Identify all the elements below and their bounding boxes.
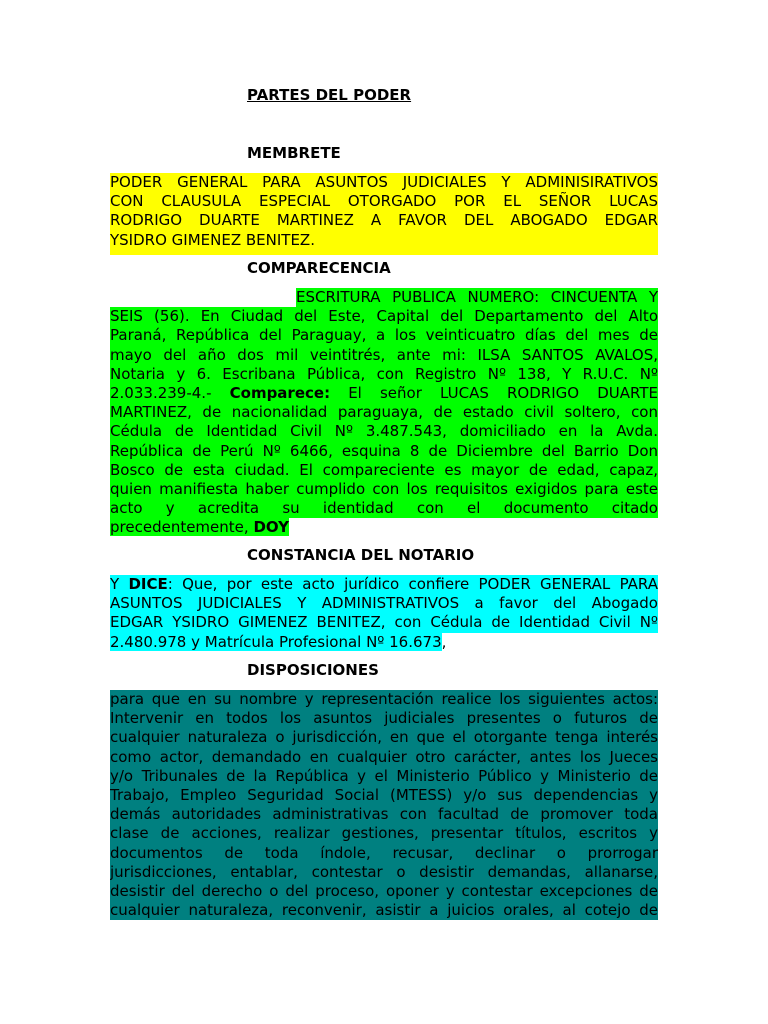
membrete-line: YSIDRO GIMENEZ BENITEZ.: [110, 230, 315, 249]
comparecencia-line: Bosco de esta ciudad. El compareciente es mayor de edad, capaz,: [110, 460, 658, 479]
comparecencia-line: [110, 518, 658, 537]
disposiciones-line: clase de acciones, realizar gestiones, presentar títulos, escritos y: [110, 824, 658, 843]
comparecencia-text: 2.033.239-4.-: [110, 384, 212, 403]
title-partes-del-poder: PARTES DEL PODER: [247, 86, 412, 104]
comparecencia-paragraph: [110, 288, 658, 538]
disposiciones-line: demás autoridades administrativas con facultad de promover toda: [110, 805, 658, 824]
disposiciones-line: para que en su nombre y representación realice los siguientes actos:: [110, 690, 658, 708]
disposiciones-line: Intervenir en todos los asuntos judiciales presentes o futuros de: [110, 709, 658, 728]
disposiciones-line: documentos de toda índole, recusar, declinar o prorrogar: [110, 843, 658, 862]
heading-disposiciones: DISPOSICIONES: [247, 661, 379, 679]
constancia-line: EDGAR YSIDRO GIMENEZ BENITEZ, con Cédula de Identidad Civil Nº: [110, 613, 658, 632]
disposiciones-line: como actor, demandado en cualquier otro carácter, antes los Jueces: [110, 747, 658, 766]
disposiciones-line: desistir del derecho o del proceso, oponer y contestar excepciones de: [110, 882, 658, 901]
constancia-text: 2.480.978 y Matrícula Profesional Nº 16.673: [110, 632, 442, 651]
comparecencia-line: Cédula de Identidad Civil Nº 3.487.543, domiciliado en la Avda.: [110, 422, 658, 441]
comparecencia-line: acto y acredita su identidad con el documento citado: [110, 499, 658, 518]
disposiciones-line: cualquier naturaleza, reconvenir, asistir a juicios orales, al cotejo de: [110, 901, 658, 920]
comparecencia-line: República de Perú Nº 6466, esquina 8 de Diciembre del Barrio Don: [110, 441, 658, 460]
comparecencia-line: Paraná, República del Paraguay, a los veinticuatro días del mes de: [110, 326, 658, 345]
disposiciones-line: cualquier naturaleza o jurisdicción, en que el otorgante tenga interés: [110, 728, 658, 747]
constancia-paragraph: [110, 575, 658, 652]
comparecencia-line: [110, 288, 658, 307]
heading-comparecencia: COMPARECENCIA: [247, 259, 391, 277]
doy-label: DOY: [253, 518, 289, 537]
constancia-text: : Que, por este acto jurídico confiere PODER GENERAL PARA: [167, 575, 658, 593]
disposiciones-line: Trabajo, Empleo Seguridad Social (MTESS) y/o sus dependencias y: [110, 786, 658, 805]
comparecencia-line: Notaria y 6. Escribana Pública, con Registro Nº 138, Y R.U.C. Nº: [110, 364, 658, 383]
comparecencia-line: quien manifiesta haber cumplido con los requisitos exigidos para este: [110, 480, 658, 499]
heading-constancia-del-notario: CONSTANCIA DEL NOTARIO: [247, 546, 475, 564]
constancia-line: [110, 633, 658, 652]
constancia-line: [110, 575, 658, 594]
membrete-line: PODER GENERAL PARA ASUNTOS JUDICIALES Y ADMINISIRATIVOS: [110, 173, 658, 191]
membrete-line: RODRIGO DUARTE MARTINEZ A FAVOR DEL ABOGADO EDGAR: [110, 211, 658, 230]
disposiciones-line: jurisdicciones, entablar, contestar o desistir demandas, allanarse,: [110, 862, 658, 881]
disposiciones-paragraph: [110, 690, 658, 920]
constancia-text: ,: [441, 632, 447, 651]
comparecencia-text: precedentemente,: [110, 518, 249, 537]
membrete-paragraph: [110, 173, 658, 255]
membrete-line: CON CLAUSULA ESPECIAL OTORGADO POR EL SEÑOR LUCAS: [110, 192, 658, 211]
comparecencia-line-text: ESCRITURA PUBLICA NUMERO: CINCUENTA Y: [296, 288, 658, 306]
comparecencia-line: mayo del año dos mil veintitrés, ante mi: ILSA SANTOS AVALOS,: [110, 345, 658, 364]
comparecencia-line: SEIS (56). En Ciudad del Este, Capital del Departamento del Alto: [110, 307, 658, 326]
heading-membrete: MEMBRETE: [247, 144, 341, 162]
constancia-text: Y: [110, 575, 120, 593]
constancia-line: ASUNTOS JUDICIALES Y ADMINISTRATIVOS a favor del Abogado: [110, 594, 658, 613]
comparece-label: Comparece:: [229, 384, 331, 403]
comparecencia-line: MARTINEZ, de nacionalidad paraguaya, de estado civil soltero, con: [110, 403, 658, 422]
disposiciones-line: y/o Tribunales de la República y el Ministerio Público y Ministerio de: [110, 766, 658, 785]
comparecencia-line: [110, 384, 658, 403]
comparecencia-text: El señor LUCAS RODRIGO DUARTE: [348, 384, 658, 403]
dice-label: DICE: [128, 575, 168, 593]
